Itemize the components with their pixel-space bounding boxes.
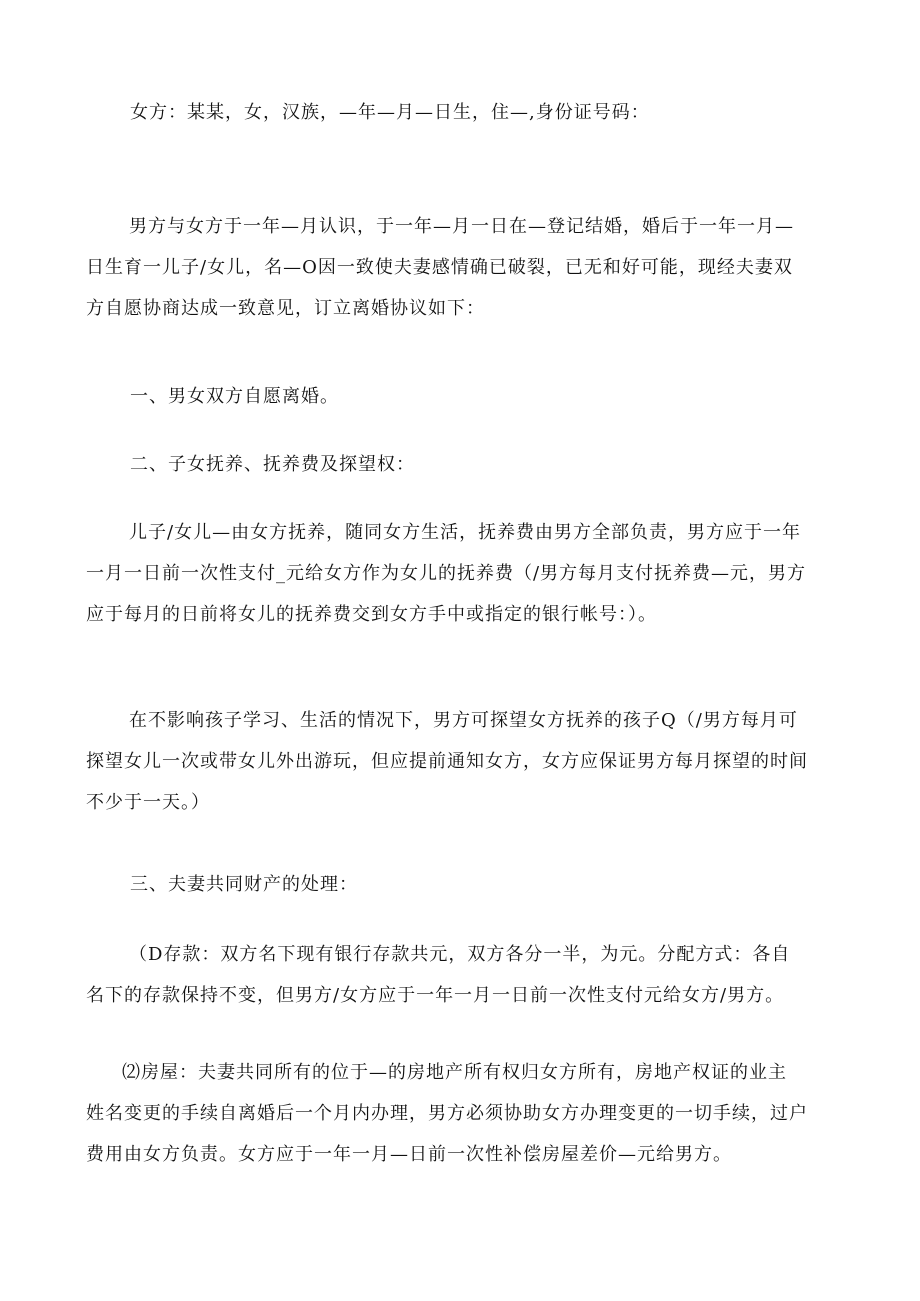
female-party-line: 女方：某某，女，汉族，—年—月—日生，住—,身份证号码：	[130, 102, 650, 123]
clause-1: 一、男女双方自愿离婚。	[130, 386, 339, 407]
visitation-line-1: 在不影响孩子学习、生活的情况下，男方可探望女方抚养的孩子Q（/男方每月可	[129, 710, 798, 731]
deposits-line-2: 名下的存款保持不变，但男方/女方应于一年一月一日前一次性支付元给女方/男方。	[86, 985, 785, 1006]
house-line-1: ⑵房屋：夫妻共同所有的位于—的房地产所有权归女方所有，房地产权证的业主	[122, 1062, 787, 1083]
clause-3-heading: 三、夫妻共同财产的处理：	[130, 874, 358, 895]
house-line-3: 费用由女方负责。女方应于一年一月—日前一次性补偿房屋差价—元给男方。	[86, 1144, 732, 1165]
deposits-line-1: （D存款：双方名下现有银行存款共元，双方各分一半，为元。分配方式：各自	[129, 944, 791, 965]
preamble-line-1: 男方与女方于一年—月认识，于一年—月一日在—登记结婚，婚后于一年一月—	[129, 216, 794, 237]
custody-line-3: 应于每月的日前将女儿的抚养费交到女方手中或指定的银行帐号：）。	[86, 604, 657, 625]
custody-line-2: 一月一日前一次性支付_元给女方作为女儿的抚养费（/男方每月支付抚养费—元，男方	[86, 563, 807, 584]
clause-2-heading: 二、子女抚养、抚养费及探望权：	[130, 454, 415, 475]
deposits-paragraph	[86, 934, 790, 1016]
custody-paragraph	[86, 512, 806, 635]
visitation-paragraph	[86, 700, 808, 823]
visitation-line-2: 探望女儿一次或带女儿外出游玩，但应提前通知女方，女方应保证男方每月探望的时间	[86, 751, 808, 772]
preamble-line-3: 方自愿协商达成一致意见，订立离婚协议如下：	[86, 298, 485, 319]
custody-line-1: 儿子/女儿—由女方抚养，随同女方生活，抚养费由男方全部负责，男方应于一年	[129, 522, 802, 543]
house-line-2: 姓名变更的手续自离婚后一个月内办理，男方必须协助女方办理变更的一切手续，过户	[86, 1103, 808, 1124]
preamble-line-2: 日生育一儿子/女儿，名—O因一致使夫妻感情确已破裂，已无和好可能，现经夫妻双	[86, 257, 793, 278]
preamble-paragraph	[86, 206, 794, 329]
house-paragraph	[86, 1052, 808, 1175]
visitation-line-3: 不少于一天。）	[86, 792, 210, 813]
